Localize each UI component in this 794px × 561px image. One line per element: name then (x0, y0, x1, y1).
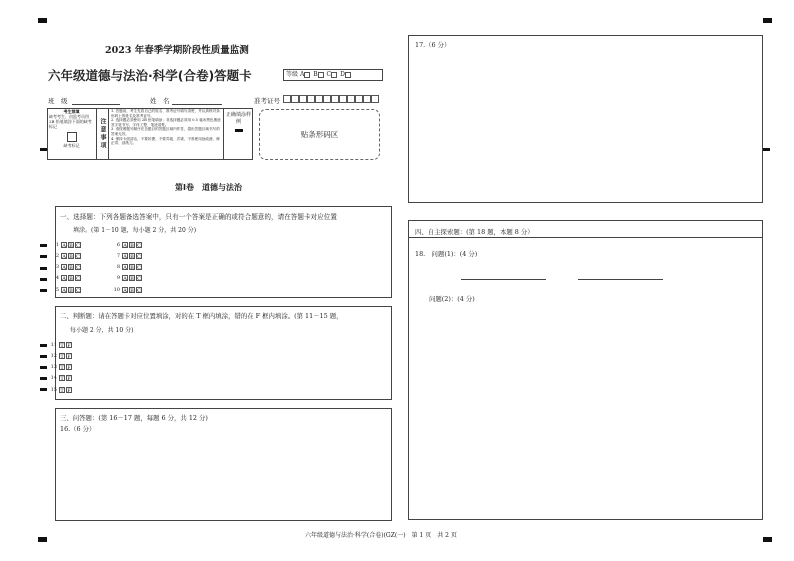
registration-mark (763, 18, 772, 23)
exam-no-label: 准考证号 (254, 97, 280, 105)
answer-line[interactable] (578, 279, 663, 280)
answer-bubble[interactable]: A (62, 276, 66, 283)
candidate-text: 缺考考生，由监考员用 2B 铅笔填涂下面的缺考标记 (49, 114, 92, 129)
correct-label: 正确填涂样例 (226, 112, 252, 125)
grade-bubble[interactable] (331, 72, 337, 78)
judgment-row (48, 374, 73, 382)
answer-bubble[interactable]: C (137, 253, 141, 260)
section4-title: 四、自主探索题：(第 18 题，本题 8 分） (415, 228, 534, 236)
choice-row (111, 285, 143, 293)
registration-mark (763, 537, 772, 542)
answer-bubble[interactable]: C (76, 265, 80, 272)
timing-mark (40, 278, 47, 281)
judgment-row (48, 340, 73, 348)
answer-bubble[interactable]: F (67, 376, 71, 383)
answer-bubble[interactable]: C (137, 287, 141, 294)
answer-bubble[interactable]: C (137, 276, 141, 283)
absent-label: 缺考标记 (63, 143, 80, 148)
question-18-label: 18. 问题(1)：(4 分) (415, 250, 478, 258)
registration-mark (38, 18, 47, 23)
grade-option[interactable]: C (327, 71, 339, 78)
timing-mark (40, 366, 47, 369)
answer-bubble[interactable]: B (69, 287, 73, 294)
question-number: 11 (50, 341, 57, 348)
registration-mark (40, 148, 47, 151)
answer-bubble[interactable]: B (69, 276, 73, 283)
timing-mark (40, 344, 47, 347)
answer-bubble[interactable]: F (67, 342, 71, 349)
section3-title: 三、问答题：(第 16－17 题，每题 6 分，共 12 分) (60, 414, 208, 422)
exam-no-boxes[interactable] (283, 95, 379, 103)
question-number: 6 (116, 241, 120, 248)
grade-option[interactable]: D (340, 71, 352, 78)
answer-area-18[interactable] (412, 306, 758, 516)
timing-mark (40, 377, 47, 380)
notice-items: 1. 答题前，考生先将自己的姓名、准考证号填写清楚，并认真核对条形码上的姓名及准考证号。 2. 选择题必须使用 2B 铅笔填涂；非选择题必须用 0.5 毫米黑色墨迹签字笔书写，字体工整、笔迹清楚。 3. 请按照题号顺序在各题目的答题区域内作答，超出答题区域书写的答案无效。 4. 保持卡面清洁，不要折叠、不要弄破、弄皱，不准使用涂改液、修正带、刮纸刀。 (111, 109, 221, 146)
question-number: 12 (50, 352, 57, 359)
judgment-row (48, 363, 73, 371)
judgment-row (48, 351, 73, 359)
timing-mark (40, 255, 47, 258)
filled-sample (235, 129, 243, 132)
timing-mark (40, 289, 47, 292)
class-field[interactable] (72, 104, 120, 105)
answer-bubble[interactable]: B (130, 276, 134, 283)
answer-bubble[interactable]: B (69, 265, 73, 272)
answer-bubble[interactable]: A (123, 287, 127, 294)
registration-mark (763, 148, 770, 151)
answer-bubble[interactable]: B (130, 265, 134, 272)
answer-bubble[interactable]: C (76, 242, 80, 249)
question-number: 1 (55, 241, 59, 248)
timing-mark (40, 388, 47, 391)
section1-subtitle: 填涂。(第 1－10 题，每小题 2 分，共 20 分) (73, 227, 197, 234)
answer-bubble[interactable]: C (137, 265, 141, 272)
timing-mark (40, 267, 47, 270)
answer-bubble[interactable]: B (130, 253, 134, 260)
choice-row (111, 251, 143, 259)
timing-mark (40, 244, 47, 247)
answer-line[interactable] (461, 279, 546, 280)
answer-bubble[interactable]: C (76, 287, 80, 294)
answer-bubble[interactable]: T (60, 387, 64, 394)
question-number: 13 (50, 364, 57, 371)
answer-bubble[interactable]: B (130, 242, 134, 249)
class-label: 班 级 (48, 97, 68, 105)
answer-bubble[interactable]: A (123, 242, 127, 249)
exam-title: 2023 年春季学期阶段性质量监测 (105, 45, 249, 56)
answer-bubble[interactable]: A (62, 253, 66, 260)
question-number: 3 (55, 264, 59, 271)
question-number: 10 (113, 286, 120, 293)
section2-subtitle: 每小题 2 分，共 10 分) (70, 327, 134, 334)
question-number: 14 (50, 375, 57, 382)
question-number: 5 (55, 286, 59, 293)
card-title: 六年级道德与法治·科学(合卷)答题卡 (48, 68, 252, 83)
judgment-row (48, 385, 73, 393)
answer-area-16[interactable] (58, 435, 388, 517)
timing-mark (40, 355, 47, 358)
name-label: 姓 名 (150, 97, 170, 105)
answer-bubble[interactable]: C (137, 242, 141, 249)
candidate-block (47, 108, 97, 160)
section-judgment (55, 306, 392, 400)
answer-bubble[interactable]: T (60, 376, 64, 383)
answer-bubble[interactable]: T (60, 353, 64, 360)
question-number: 4 (55, 275, 59, 282)
answer-bubble[interactable]: A (62, 265, 66, 272)
choice-row (111, 263, 143, 271)
choice-row (50, 263, 82, 271)
registration-mark (38, 537, 47, 542)
absent-checkbox[interactable] (67, 132, 77, 142)
answer-bubble[interactable]: B (130, 287, 134, 294)
grade-box (283, 69, 383, 81)
answer-bubble[interactable]: A (123, 276, 127, 283)
grade-label: 等级 (286, 71, 299, 78)
grade-bubble[interactable] (304, 72, 310, 78)
section1-title: 一、选择题：下列各题备选答案中，只有一个答案是正确的或符合题意的，请在答题卡对应位置 (60, 213, 337, 221)
question-number: 7 (116, 252, 120, 259)
notice-side-label: 注意事项 (97, 108, 109, 160)
page-footer: 六年级道德与法治·科学(合卷)(GZ(一) 第 1 页 共 2 页 (305, 532, 457, 539)
question-number: 15 (50, 386, 57, 393)
question-number: 2 (55, 252, 59, 259)
answer-bubble[interactable]: F (67, 365, 71, 372)
answer-bubble[interactable]: A (123, 265, 127, 272)
grade-bubble[interactable] (318, 72, 324, 78)
question-number: 9 (116, 275, 120, 282)
grade-option[interactable]: B (313, 71, 324, 78)
grade-option[interactable]: A (300, 71, 311, 78)
barcode-area (259, 109, 380, 160)
candidate-title: 考生禁填 (63, 109, 80, 114)
answer-bubble[interactable]: F (67, 387, 71, 394)
choice-row (111, 240, 143, 248)
answer-bubble[interactable]: C (76, 276, 80, 283)
answer-bubble[interactable]: T (60, 342, 64, 349)
section2-title: 二、判断题：请在答题卡对应位置填涂，对的在 T 框内填涂，错的在 F 框内填涂。(第 11－15 题， (60, 312, 343, 320)
question-16-label: 16.（6 分） (60, 425, 96, 433)
grade-bubble[interactable] (345, 72, 351, 78)
answer-bubble[interactable]: A (123, 253, 127, 260)
correct-sample (223, 108, 253, 160)
choice-row (50, 251, 82, 259)
barcode-label: 贴条形码区 (300, 130, 339, 139)
answer-bubble[interactable]: F (67, 353, 71, 360)
answer-bubble[interactable]: B (69, 253, 73, 260)
part1-title: 第Ⅰ卷 道德与法治 (175, 183, 242, 192)
choice-row (50, 240, 82, 248)
question-17-label: 17.（6 分） (415, 41, 451, 49)
answer-bubble[interactable]: A (62, 242, 66, 249)
choice-row (111, 274, 143, 282)
question-18-part2-label: 问题(2)：(4 分) (429, 295, 475, 303)
choice-row (50, 274, 82, 282)
answer-bubble[interactable]: T (60, 365, 64, 372)
answer-bubble[interactable]: B (69, 242, 73, 249)
answer-area-17[interactable] (412, 52, 758, 198)
name-field[interactable] (172, 104, 222, 105)
answer-bubble[interactable]: A (62, 287, 66, 294)
question-number: 8 (116, 264, 120, 271)
choice-row (50, 285, 82, 293)
answer-bubble[interactable]: C (76, 253, 80, 260)
